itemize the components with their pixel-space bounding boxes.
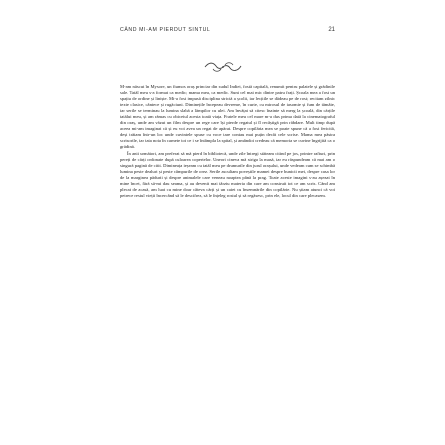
- flourish-ornament-icon: [203, 60, 243, 74]
- page-header: [120, 27, 335, 33]
- body-text: [120, 84, 335, 199]
- paragraph-1: M-am născut în Mysore, un fiumos oraș princiar din sudul Indiei, fostă capitală, renumit pentru palatele și grădinile sale. Tatăl meu s-a format ca medic; mama mea, ca medic. Sunt cel mai mic dintre patru frați. Școala mea a fost un spațiu de ordine și liniște. Mi-a fost impusă disciplina strictă a școlii, iar lecțiile se dădeau pe de rost; recitam zilnic texte clasice, cântece și rugăciuni. Diminețile începeau devreme, în curte, cu mirosul de iasomie și fum de tămâie, iar serile se terminau la lumina slabă a lămpilor cu ulei. Am învățat să citesc înainte să merg la școală, din cărțile tatălui meu, și am rămas cu obiceiul acesta toată viața. Fratele meu cel mare m-a dus prima dată la cinematograful din oraș, unde am văzut un film despre un rege care își pierde regatul și îl recâștigă prin răbdare. Mult timp după aceea mi-am imaginat că și eu voi avea un regat de apărat. Despre copilăria mea se poate spune că a fost fericită, deși trăiam într-un loc unde cuvintele spuse cu voce tare contau mai puțin decât cele scrise. Mama mea păstra scrisorile, iar tata nota în carnete tot ce i se întâmpla la spital, și amândoi credeau că memoria se cuvine îngrijită ca o grădină.: [120, 84, 335, 150]
- running-title: CÂND MI-AM PIERDUT SINTUL: [120, 27, 211, 33]
- page-number: 21: [328, 27, 335, 33]
- paragraph-2: În anii următori, am preferat să mă pierd în bibliotecă, unde zile întregi stăteam citind pe jos, printre rafturi, prin pereți de cărți ordonate după culoarea copertelor. Uneori cineva mă striga la masă, iar eu răspundeam că mai am o singură pagină de citit. Dimineața ieșeam cu tatăl meu pe drumurile din jurul orașului, unde vedeam cum se schimbă lumina peste dealuri și peste câmpurile de orez. Serile ascultam poveștile mamei despre bunicii mei, despre casa lor de la marginea pădurii și despre animalele care veneau noaptea până la prag. Toate aceste imagini s-au așezat în mine încet, fără să-mi dau seama, și au devenit mai târziu materia din care am construit tot ce am scris. Când am plecat de acasă, am luat cu mine doar câteva cărți și un caiet cu însemnările din copilărie. Nu știam atunci că voi petrece restul vieții încercând să le descifrez, să le înțeleg rostul și să regăsesc, prin ele, locul din care plecasem.: [120, 150, 335, 198]
